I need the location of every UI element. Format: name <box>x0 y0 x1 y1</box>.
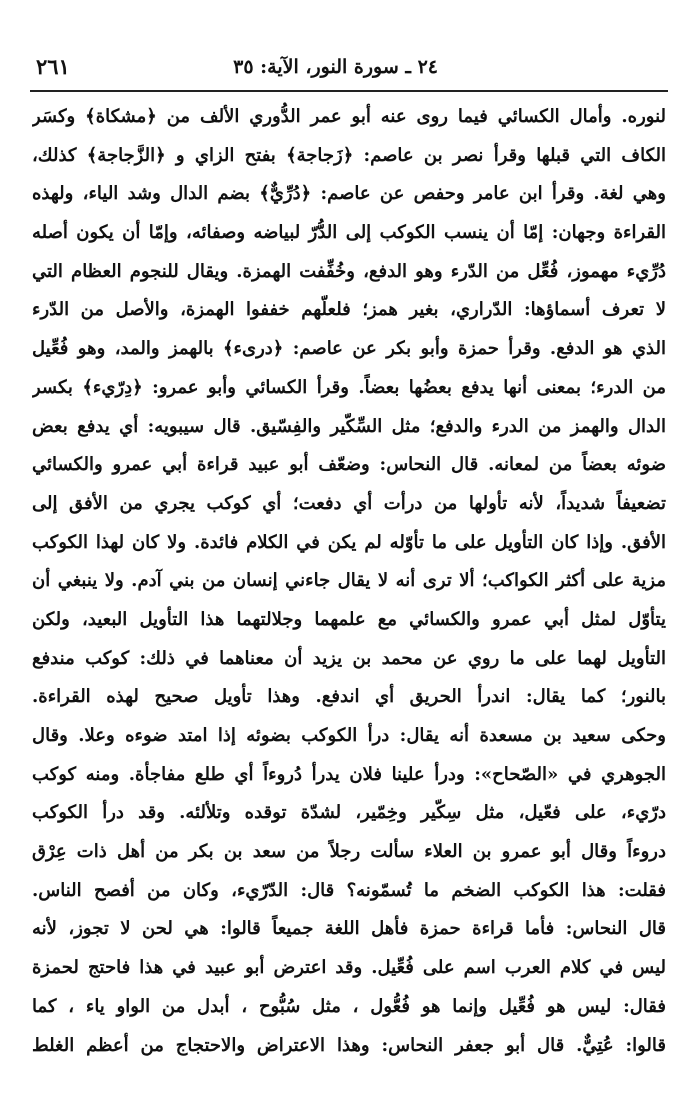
text-line: لنوره. وأمال الكسائي فيما روى عنه أبو عمر الدُّوري الألف من ﴿مشكاة﴾ وكسَر <box>32 106 666 127</box>
text-line: بالنور؛ كما يقال: اندرأ الحريق أي اندفع. وهذا تأويل صحيح لهذه القراءة. <box>32 686 666 708</box>
text-line: ضوئه بعضاً من لمعانه. قال النحاس: وضعّف أبو عبيد قراءة أبي عمرو والكسائي <box>32 454 666 476</box>
text-line: فقال: ليس هو فُعِّيل وإنما هو فُعُّول ، مثل سُبُّوح ، أبدل من الواو ياء ، كما <box>32 995 666 1017</box>
page-number: ٢٦١ <box>36 54 70 79</box>
text-line: الأفق. وإذا كان التأويل على ما تأوّله لم يكن في الكلام فائدة. ولا كان لهذا الكوكب <box>32 531 666 553</box>
text-line: ليس في كلام العرب اسم على فُعِّيل. وقد اعترض أبو عبيد في هذا فاحتج لحمزة <box>32 957 666 979</box>
body-text <box>32 98 666 1065</box>
text-line: الكاف التي قبلها وقرأ نصر بن عاصم: ﴿زَجاجة﴾ بفتح الزاي و ﴿الزَّجاجة﴾ كذلك، <box>32 144 666 166</box>
text-line: وحكى سعيد بن مسعدة أنه يقال: درأ الكوكب بضوئه إذا امتد ضوءه وعلا. وقال <box>32 725 666 746</box>
text-line: من الدرء؛ بمعنى أنها يدفع بعضُها بعضاً. وقرأ الكسائي وأبو عمرو: ﴿دِرّيء﴾ بكسر <box>32 376 666 398</box>
text-line: تضعيفاً شديداً، لأنه تأولها من درأت أي دفعت؛ أي كوكب يجري من الأفق إلى <box>32 492 666 514</box>
text-line: الجوهري في «الصّحاح»: ودرأ علينا فلان يدرأ دُروءاً أي طلع مفاجأة. ومنه كوكب <box>32 763 666 785</box>
text-line: دُرِّيء مهموز، فُعِّل من الدّرء وهو الدفع، وخُفِّفت الهمزة. ويقال للنجوم العظام التي <box>32 260 666 282</box>
text-line: دروءاً وقال أبو عمرو بن العلاء سألت رجلاً من سعد بن بكر من أهل ذات عِرْق <box>32 841 666 863</box>
text-line: التأويل لهما على ما روي عن محمد بن يزيد أن معناهما في ذلك: كوكب مندفع <box>32 647 666 669</box>
text-line: الدال والهمز من الدرء والدفع؛ مثل السِّكّير والفِسّيق. قال سيبويه: أي يدفع بعض <box>32 415 666 437</box>
text-line: درّيء، على فعّيل، مثل سِكّير وخِمّير، لشدّة توقده وتلألئه. وقد درأ الكوكب <box>32 802 666 824</box>
text-line: فقلت: هذا الكوكب الضخم ما تُسمّونه؟ قال: الدّرّيء، وكان من أفصح الناس. <box>32 879 666 901</box>
running-title: ٢٤ ـ سورة النور، الآية: ٣٥ <box>233 56 438 78</box>
header-divider <box>30 90 668 92</box>
text-line: الذي هو الدفع. وقرأ حمزة وأبو بكر عن عاصم: ﴿درىء﴾ بالهمز والمد، وهو فُعِّيل <box>32 338 666 360</box>
text-line: قالوا: عُتِيٌّ. قال أبو جعفر النحاس: وهذا الاعتراض والاحتجاج من أعظم الغلط <box>32 1034 666 1056</box>
page-header <box>30 48 668 88</box>
text-line: قال النحاس: فأما قراءة حمزة فأهل اللغة جميعاً قالوا: هي لحن لا تجوز، لأنه <box>32 918 666 940</box>
text-line: مزية على أكثر الكواكب؛ ألا ترى أنه لا يقال جاءني إنسان من بني آدم. ولا ينبغي أن <box>32 570 666 592</box>
text-line: وهي لغة. وقرأ ابن عامر وحفص عن عاصم: ﴿دُرِّيٌّ﴾ بضم الدال وشد الياء، ولهذه <box>32 183 666 205</box>
text-line: يتأوّل لمثل أبي عمرو والكسائي مع علمهما وجلالتهما هذا التأويل البعيد، ولكن <box>32 608 666 630</box>
text-line: لا تعرف أسماؤها: الدّراري، بغير همز؛ فلعلّهم خففوا الهمزة، والأصل من الدّرء <box>32 299 666 321</box>
text-line: القراءة وجهان: إمّا أن ينسب الكوكب إلى الدُّرّ لبياضه وصفائه، وإمّا أن يكون أصله <box>32 222 666 244</box>
